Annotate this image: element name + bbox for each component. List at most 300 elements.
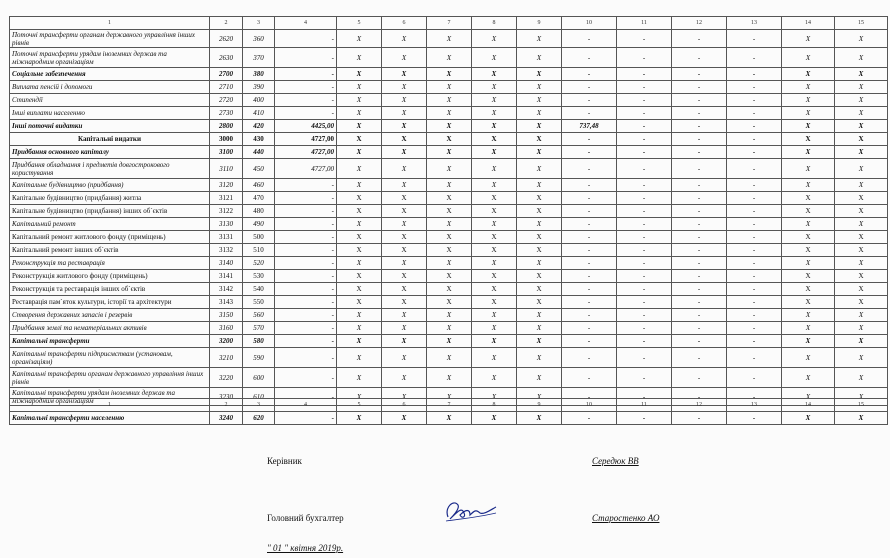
row-value: X — [382, 231, 427, 244]
row-value: X — [517, 412, 562, 425]
row-value: X — [835, 107, 888, 120]
row-code: 3142 — [210, 283, 243, 296]
report-date: " 01 " квітня 2019р. — [267, 543, 344, 553]
column-number: 11 — [617, 17, 672, 30]
row-value: X — [835, 244, 888, 257]
row-value: - — [562, 322, 617, 335]
row-value: X — [337, 412, 382, 425]
row-value: X — [382, 68, 427, 81]
row-value: X — [782, 335, 835, 348]
row-value: X — [427, 309, 472, 322]
table-row — [10, 244, 888, 257]
row-value: X — [472, 296, 517, 309]
row-value: X — [835, 412, 888, 425]
row-value: X — [427, 322, 472, 335]
row-value: X — [472, 107, 517, 120]
table-row — [10, 146, 888, 159]
row-value: - — [727, 231, 782, 244]
row-value: X — [382, 107, 427, 120]
column-number: 1 — [10, 399, 210, 412]
row-value: 4727,00 — [275, 159, 337, 179]
row-value: X — [427, 159, 472, 179]
row-value: X — [782, 133, 835, 146]
row-value: X — [427, 179, 472, 192]
row-value: X — [517, 159, 562, 179]
row-value: X — [835, 231, 888, 244]
row-value: - — [727, 94, 782, 107]
row-value: - — [672, 159, 727, 179]
row-value: X — [517, 107, 562, 120]
row-value: - — [562, 179, 617, 192]
row-value: X — [337, 296, 382, 309]
row-value: - — [672, 270, 727, 283]
row-value: - — [617, 81, 672, 94]
row-value: X — [337, 48, 382, 68]
row-value: - — [617, 192, 672, 205]
row-value: X — [337, 146, 382, 159]
table-row — [10, 192, 888, 205]
table-row — [10, 348, 888, 368]
row-value: X — [382, 133, 427, 146]
column-number: 8 — [472, 399, 517, 412]
row-value: X — [427, 257, 472, 270]
row-value: - — [275, 309, 337, 322]
row-value: X — [835, 388, 888, 406]
row-value: - — [727, 296, 782, 309]
row-value: - — [617, 270, 672, 283]
row-value: - — [672, 309, 727, 322]
row-value: X — [782, 159, 835, 179]
row-value: X — [472, 309, 517, 322]
row-value: X — [517, 388, 562, 406]
row-value: - — [727, 68, 782, 81]
row-value: X — [517, 218, 562, 231]
row-value: X — [427, 368, 472, 388]
row-value: X — [782, 146, 835, 159]
row-value: - — [275, 244, 337, 257]
row-value: X — [782, 412, 835, 425]
row-value: - — [562, 368, 617, 388]
row-value: X — [835, 335, 888, 348]
row-line-number: 400 — [243, 94, 275, 107]
row-value: X — [782, 244, 835, 257]
table-row — [10, 322, 888, 335]
row-value: X — [427, 48, 472, 68]
row-value: X — [782, 257, 835, 270]
table-row — [10, 309, 888, 322]
row-value: X — [472, 368, 517, 388]
row-value: X — [517, 30, 562, 48]
row-value: - — [617, 335, 672, 348]
row-line-number: 620 — [243, 412, 275, 425]
row-value: X — [782, 179, 835, 192]
row-value: X — [782, 68, 835, 81]
row-value: X — [472, 335, 517, 348]
row-value: - — [617, 244, 672, 257]
row-value: X — [835, 368, 888, 388]
row-value: X — [382, 48, 427, 68]
row-name: Капітальне будівництво (придбання) житла — [10, 192, 210, 205]
table-row — [10, 159, 888, 179]
row-name: Капітальне будівництво (придбання) інших об`єктів — [10, 205, 210, 218]
row-line-number: 470 — [243, 192, 275, 205]
row-name: Капітальні трансферти населенню — [10, 412, 210, 425]
row-value: - — [672, 335, 727, 348]
row-code: 3160 — [210, 322, 243, 335]
row-value: X — [382, 205, 427, 218]
table-row — [10, 296, 888, 309]
row-value: 4727,00 — [275, 146, 337, 159]
row-code: 3100 — [210, 146, 243, 159]
row-value: X — [337, 107, 382, 120]
row-value: - — [275, 368, 337, 388]
row-value: - — [562, 30, 617, 48]
row-value: - — [275, 322, 337, 335]
row-value: - — [617, 412, 672, 425]
column-number: 3 — [243, 17, 275, 30]
row-code: 2800 — [210, 120, 243, 133]
row-code: 3220 — [210, 368, 243, 388]
row-name: Капітальний ремонт інших об`єктів — [10, 244, 210, 257]
row-value: - — [275, 388, 337, 406]
row-value: - — [617, 322, 672, 335]
row-value: X — [472, 48, 517, 68]
row-value: X — [835, 348, 888, 368]
row-value: X — [427, 120, 472, 133]
row-value: X — [337, 348, 382, 368]
column-number: 4 — [275, 399, 337, 412]
row-value: - — [727, 309, 782, 322]
row-name: Капітальні видатки — [10, 133, 210, 146]
row-value: X — [517, 348, 562, 368]
row-value: X — [472, 159, 517, 179]
row-code: 2620 — [210, 30, 243, 48]
row-code: 2710 — [210, 81, 243, 94]
row-value: - — [672, 244, 727, 257]
row-value: X — [517, 120, 562, 133]
table-row — [10, 218, 888, 231]
row-line-number: 460 — [243, 179, 275, 192]
row-value: X — [782, 205, 835, 218]
row-value: X — [517, 231, 562, 244]
row-value: X — [472, 412, 517, 425]
column-number: 9 — [517, 17, 562, 30]
row-value: - — [727, 218, 782, 231]
row-value: - — [672, 322, 727, 335]
row-code: 3230 — [210, 388, 243, 406]
column-number: 2 — [210, 17, 243, 30]
column-number: 1 — [10, 17, 210, 30]
row-line-number: 430 — [243, 133, 275, 146]
row-value: - — [672, 107, 727, 120]
row-value: X — [382, 244, 427, 257]
row-value: - — [275, 283, 337, 296]
row-value: X — [835, 48, 888, 68]
row-value: - — [672, 257, 727, 270]
row-value: X — [472, 30, 517, 48]
row-value: X — [337, 133, 382, 146]
row-value: - — [617, 205, 672, 218]
row-value: X — [517, 283, 562, 296]
table-row — [10, 68, 888, 81]
row-value: X — [472, 218, 517, 231]
row-value: - — [275, 231, 337, 244]
row-value: X — [835, 179, 888, 192]
row-value: X — [782, 48, 835, 68]
row-value: - — [672, 68, 727, 81]
row-value: - — [672, 231, 727, 244]
row-value: X — [382, 335, 427, 348]
row-value: - — [672, 348, 727, 368]
row-line-number: 410 — [243, 107, 275, 120]
row-line-number: 370 — [243, 48, 275, 68]
row-value: X — [382, 368, 427, 388]
row-value: X — [472, 348, 517, 368]
row-value: - — [617, 218, 672, 231]
chief-accountant-label: Головний бухгалтер — [267, 513, 344, 523]
row-value: X — [382, 192, 427, 205]
row-value: - — [617, 296, 672, 309]
row-value: - — [562, 348, 617, 368]
row-value: X — [427, 283, 472, 296]
column-number: 6 — [382, 17, 427, 30]
row-value: X — [835, 30, 888, 48]
row-value: - — [562, 218, 617, 231]
column-number: 11 — [617, 399, 672, 412]
row-value: X — [427, 218, 472, 231]
row-value: X — [427, 348, 472, 368]
row-code: 2630 — [210, 48, 243, 68]
row-value: - — [617, 283, 672, 296]
row-value: X — [472, 388, 517, 406]
row-value: X — [337, 368, 382, 388]
row-value: X — [337, 192, 382, 205]
row-value: - — [275, 412, 337, 425]
row-value: X — [427, 192, 472, 205]
row-value: X — [835, 159, 888, 179]
row-value: X — [382, 159, 427, 179]
column-number: 14 — [782, 399, 835, 412]
row-line-number: 560 — [243, 309, 275, 322]
row-name: Виплата пенсій і допомоги — [10, 81, 210, 94]
row-value: - — [562, 257, 617, 270]
row-value: X — [782, 94, 835, 107]
row-value: - — [672, 94, 727, 107]
row-value: X — [782, 192, 835, 205]
row-code: 3141 — [210, 270, 243, 283]
row-value: X — [382, 296, 427, 309]
row-value: - — [672, 133, 727, 146]
row-value: - — [672, 48, 727, 68]
table-row — [10, 257, 888, 270]
table-row — [10, 81, 888, 94]
row-value: - — [562, 205, 617, 218]
row-value: - — [562, 283, 617, 296]
row-line-number: 480 — [243, 205, 275, 218]
row-value: - — [275, 48, 337, 68]
row-value: - — [617, 231, 672, 244]
row-value: X — [835, 81, 888, 94]
row-value: X — [782, 322, 835, 335]
row-code: 3240 — [210, 412, 243, 425]
row-value: - — [727, 412, 782, 425]
column-number: 5 — [337, 17, 382, 30]
row-value: X — [782, 309, 835, 322]
row-value: - — [275, 107, 337, 120]
row-value: X — [427, 94, 472, 107]
table-row — [10, 368, 888, 388]
row-value: - — [727, 120, 782, 133]
row-value: - — [275, 257, 337, 270]
row-value: X — [382, 283, 427, 296]
row-value: X — [782, 283, 835, 296]
table-row — [10, 412, 888, 425]
row-value: X — [835, 257, 888, 270]
row-value: - — [672, 192, 727, 205]
table-row — [10, 30, 888, 48]
row-value: - — [617, 30, 672, 48]
row-code: 3143 — [210, 296, 243, 309]
row-value: - — [672, 296, 727, 309]
row-value: X — [835, 133, 888, 146]
row-value: X — [517, 68, 562, 81]
row-value: X — [517, 244, 562, 257]
row-value: X — [472, 179, 517, 192]
row-code: 3130 — [210, 218, 243, 231]
row-value: - — [727, 257, 782, 270]
row-value: - — [617, 348, 672, 368]
row-value: - — [275, 296, 337, 309]
row-value: X — [427, 296, 472, 309]
row-value: X — [835, 120, 888, 133]
row-value: - — [275, 348, 337, 368]
row-value: X — [472, 146, 517, 159]
row-value: - — [727, 179, 782, 192]
row-code: 2720 — [210, 94, 243, 107]
row-value: - — [275, 205, 337, 218]
row-value: - — [672, 146, 727, 159]
row-value: - — [727, 81, 782, 94]
row-value: - — [562, 81, 617, 94]
column-number: 12 — [672, 399, 727, 412]
row-name: Інші поточні видатки — [10, 120, 210, 133]
row-value: X — [782, 231, 835, 244]
row-line-number: 530 — [243, 270, 275, 283]
row-value: - — [672, 205, 727, 218]
row-value: X — [382, 348, 427, 368]
row-value: X — [517, 179, 562, 192]
row-value: - — [617, 120, 672, 133]
row-name: Поточні трансферти урядам іноземних держав та міжнародним організаціям — [10, 48, 210, 68]
row-value: - — [727, 159, 782, 179]
row-value: X — [427, 388, 472, 406]
row-value: - — [727, 107, 782, 120]
table-row — [10, 283, 888, 296]
row-value: X — [517, 81, 562, 94]
row-value: X — [427, 146, 472, 159]
row-value: - — [275, 335, 337, 348]
handwritten-signature-icon — [440, 497, 500, 525]
row-code: 3000 — [210, 133, 243, 146]
row-code: 3140 — [210, 257, 243, 270]
row-value: - — [617, 107, 672, 120]
row-name: Реставрація пам`яток культури, історії та архітектури — [10, 296, 210, 309]
row-value: X — [337, 335, 382, 348]
row-code: 3150 — [210, 309, 243, 322]
row-value: X — [472, 68, 517, 81]
row-line-number: 380 — [243, 68, 275, 81]
column-number: 15 — [835, 399, 888, 412]
row-value: - — [672, 30, 727, 48]
row-value: X — [472, 244, 517, 257]
row-value: - — [617, 368, 672, 388]
row-line-number: 440 — [243, 146, 275, 159]
row-value: X — [382, 30, 427, 48]
row-code: 3131 — [210, 231, 243, 244]
row-value: - — [672, 120, 727, 133]
row-value: X — [382, 412, 427, 425]
column-number: 6 — [382, 399, 427, 412]
row-value: X — [517, 270, 562, 283]
chief-accountant-name: Старостенко АО — [592, 513, 660, 523]
table-row — [10, 133, 888, 146]
row-value: X — [382, 94, 427, 107]
row-value: - — [727, 133, 782, 146]
column-number: 8 — [472, 17, 517, 30]
row-value: X — [782, 270, 835, 283]
row-value: X — [382, 120, 427, 133]
row-value: - — [727, 322, 782, 335]
row-name: Капітальні трансферти урядам іноземних держав та міжнародним організаціям — [10, 388, 210, 406]
row-value: - — [617, 146, 672, 159]
row-value: 4727,00 — [275, 133, 337, 146]
row-code: 3210 — [210, 348, 243, 368]
row-value: - — [617, 133, 672, 146]
column-number: 13 — [727, 17, 782, 30]
row-value: - — [727, 335, 782, 348]
row-code: 3132 — [210, 244, 243, 257]
row-value: X — [382, 322, 427, 335]
row-value: - — [275, 94, 337, 107]
row-value: - — [727, 348, 782, 368]
row-name: Капітальні трансферти підприємствам (установам, організаціям) — [10, 348, 210, 368]
head-name: Середюк ВВ — [592, 456, 639, 466]
row-value: X — [835, 94, 888, 107]
row-value: X — [382, 218, 427, 231]
row-value: X — [472, 257, 517, 270]
row-value: - — [562, 270, 617, 283]
row-value: - — [617, 309, 672, 322]
column-number: 15 — [835, 17, 888, 30]
row-value: X — [427, 335, 472, 348]
row-value: X — [472, 270, 517, 283]
table-row — [10, 48, 888, 68]
row-line-number: 600 — [243, 368, 275, 388]
table-row — [10, 270, 888, 283]
row-value: X — [337, 81, 382, 94]
row-value: - — [727, 205, 782, 218]
row-value: X — [382, 81, 427, 94]
row-value: X — [427, 30, 472, 48]
row-value: X — [782, 218, 835, 231]
row-line-number: 420 — [243, 120, 275, 133]
row-value: - — [562, 133, 617, 146]
row-value: - — [275, 179, 337, 192]
row-value: X — [517, 368, 562, 388]
row-code: 2730 — [210, 107, 243, 120]
row-line-number: 490 — [243, 218, 275, 231]
row-value: X — [835, 283, 888, 296]
